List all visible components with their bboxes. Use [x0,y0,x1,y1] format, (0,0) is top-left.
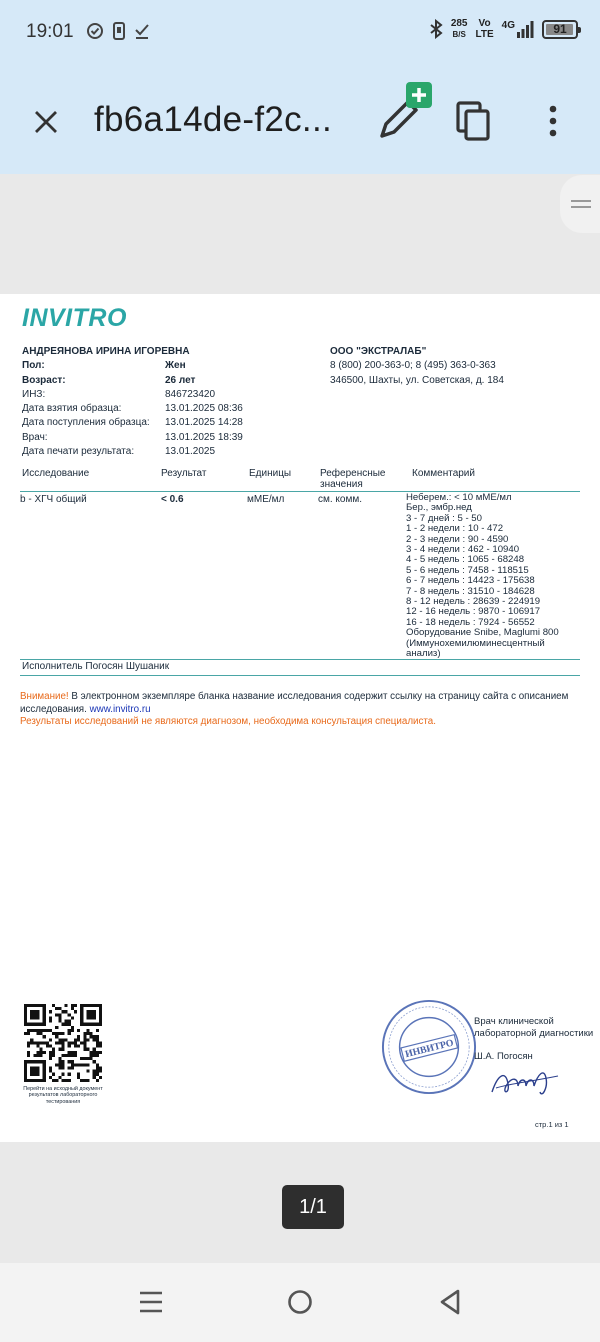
invitro-logo: INVITRO [22,304,127,332]
more-options-button[interactable] [538,100,568,142]
signal-indicator [502,20,534,38]
lab-info [330,345,590,388]
comment-line: 7 - 8 недель : 31510 - 184628 [406,585,535,597]
comment-line: 3 - 7 дней : 5 - 50 [406,512,482,524]
comment-line: Оборудование Snibe, Maglumi 800 [406,627,559,639]
test-name: b - ХГЧ общий [20,494,87,505]
field-label: Дата поступления образца: [22,417,150,429]
test-units: мМЕ/мл [247,494,285,505]
more-vert-icon [548,104,558,138]
field-label: Пол: [22,360,45,372]
comment-line: 4 - 5 недель : 1065 - 68248 [406,554,525,566]
net-speed [451,18,468,40]
home-icon [287,1289,313,1315]
divider [20,675,580,676]
lab-address: 346500, Шахты, ул. Советская, д. 184 [330,374,504,386]
lab-name: ООО "ЭКСТРАЛАБ" [330,346,427,357]
notice-text: В электронном экземпляре бланка название исследования содержит ссылку на страницу сайта с описанием исследования. [20,691,569,715]
invitro-link[interactable]: www.invitro.ru [89,703,151,715]
status-bar [0,0,600,68]
test-reference: см. комм. [318,494,363,505]
recents-button[interactable] [136,1287,166,1317]
signature [488,1064,564,1100]
disclaimer: Результаты исследований не являются диагнозом, необходима консультация специалиста. [20,716,436,727]
field-label: Возраст: [22,374,66,386]
comment-line: 6 - 7 недель : 14423 - 175638 [406,575,535,587]
results-table-header [20,468,580,492]
notice-warning-label: Внимание! [20,691,69,702]
battery-level: 91 [553,22,567,36]
battery-indicator [542,20,578,39]
edit-icon [372,80,436,146]
field-value: 846723420 [165,388,216,400]
net-speed-unit: B/S [452,30,466,39]
field-value: 13.01.2025 14:28 [165,417,243,429]
field-value: 13.01.2025 [165,446,216,458]
field-value: 13.01.2025 18:39 [165,431,243,443]
signal-type: 4G [501,20,515,31]
app-toolbar [0,68,600,174]
drag-handle-icon [570,199,592,209]
test-result: < 0.6 [161,494,184,505]
lab-stamp [380,998,478,1096]
col-reference: Референсные значения [320,468,386,490]
doctor-title: Врач клинической лабораторной диагностики [474,1016,594,1039]
comment-line: Неберем.: < 10 мМЕ/мл [406,492,512,503]
menu-icon [139,1291,163,1313]
comment-line: анализ) [406,648,441,660]
close-button[interactable] [26,102,66,142]
net-speed-value: 285 [450,18,468,29]
volte-indicator [476,18,494,40]
field-label: Дата взятия образца: [22,403,122,415]
comment-line: 3 - 4 недели : 462 - 10940 [406,544,520,556]
notice [20,691,590,716]
download-done-icon [134,22,150,40]
comment-line: 5 - 6 недель : 7458 - 118515 [406,564,529,576]
col-test: Исследование [22,468,90,479]
lte-label: LTE [475,29,494,40]
comment-line: 8 - 12 недель : 28639 - 224919 [406,596,541,608]
patient-name: АНДРЕЯНОВА ИРИНА ИГОРЕВНА [22,346,190,357]
comment-line: Бер., эмбр.нед [406,502,472,514]
field-label: Дата печати результата: [22,446,135,458]
close-icon [33,109,59,135]
edit-button[interactable] [372,80,436,146]
comment-line: 1 - 2 недели : 10 - 472 [406,523,504,535]
field-value: Жен [165,360,186,372]
field-label: Врач: [22,431,48,443]
copy-button[interactable] [452,98,494,144]
home-button[interactable] [285,1287,315,1317]
executor: Исполнитель Погосян Шушаник [22,661,170,672]
back-icon [439,1289,461,1315]
copy-icon [455,100,491,142]
signal-icon [516,20,534,38]
page-number: стр.1 из 1 [535,1120,569,1129]
comment-line: 12 - 16 недель : 9870 - 106917 [406,606,541,618]
pdf-page [0,294,600,1142]
system-nav-bar [0,1263,600,1342]
qr-caption: Перейти на исходный документ результатов лабораторного тестирования [23,1086,103,1105]
page-indicator: 1/1 [282,1185,344,1229]
field-value: 26 лет [165,374,196,386]
sync-check-icon [86,22,104,40]
status-time: 19:01 [26,21,74,42]
qr-code[interactable] [24,1004,102,1082]
comment-line: (Иммунохемилюминесцентный [406,637,545,649]
sim-icon [112,22,126,40]
vo-label: Vo [478,18,491,29]
patient-info [22,345,322,459]
document-title: fb6a14de-f2c... [94,100,332,139]
bluetooth-icon [429,19,443,39]
doctor-name: Ш.А. Погосян [474,1051,533,1062]
col-comment: Комментарий [412,468,475,479]
divider [20,659,580,660]
fast-scroll-handle[interactable] [560,175,600,233]
field-label: ИНЗ: [22,388,46,400]
comment-block [406,493,582,660]
comment-line: 2 - 3 недели : 90 - 4590 [406,533,509,545]
field-value: 13.01.2025 08:36 [165,403,243,415]
lab-phones: 8 (800) 200-363-0; 8 (495) 363-0-363 [330,360,496,372]
stamp-text: ИНВИТРО [404,1037,455,1061]
comment-line: 16 - 18 недель : 7924 - 56552 [406,616,535,628]
col-result: Результат [161,468,207,479]
back-button[interactable] [435,1287,465,1317]
col-units: Единицы [249,468,292,479]
